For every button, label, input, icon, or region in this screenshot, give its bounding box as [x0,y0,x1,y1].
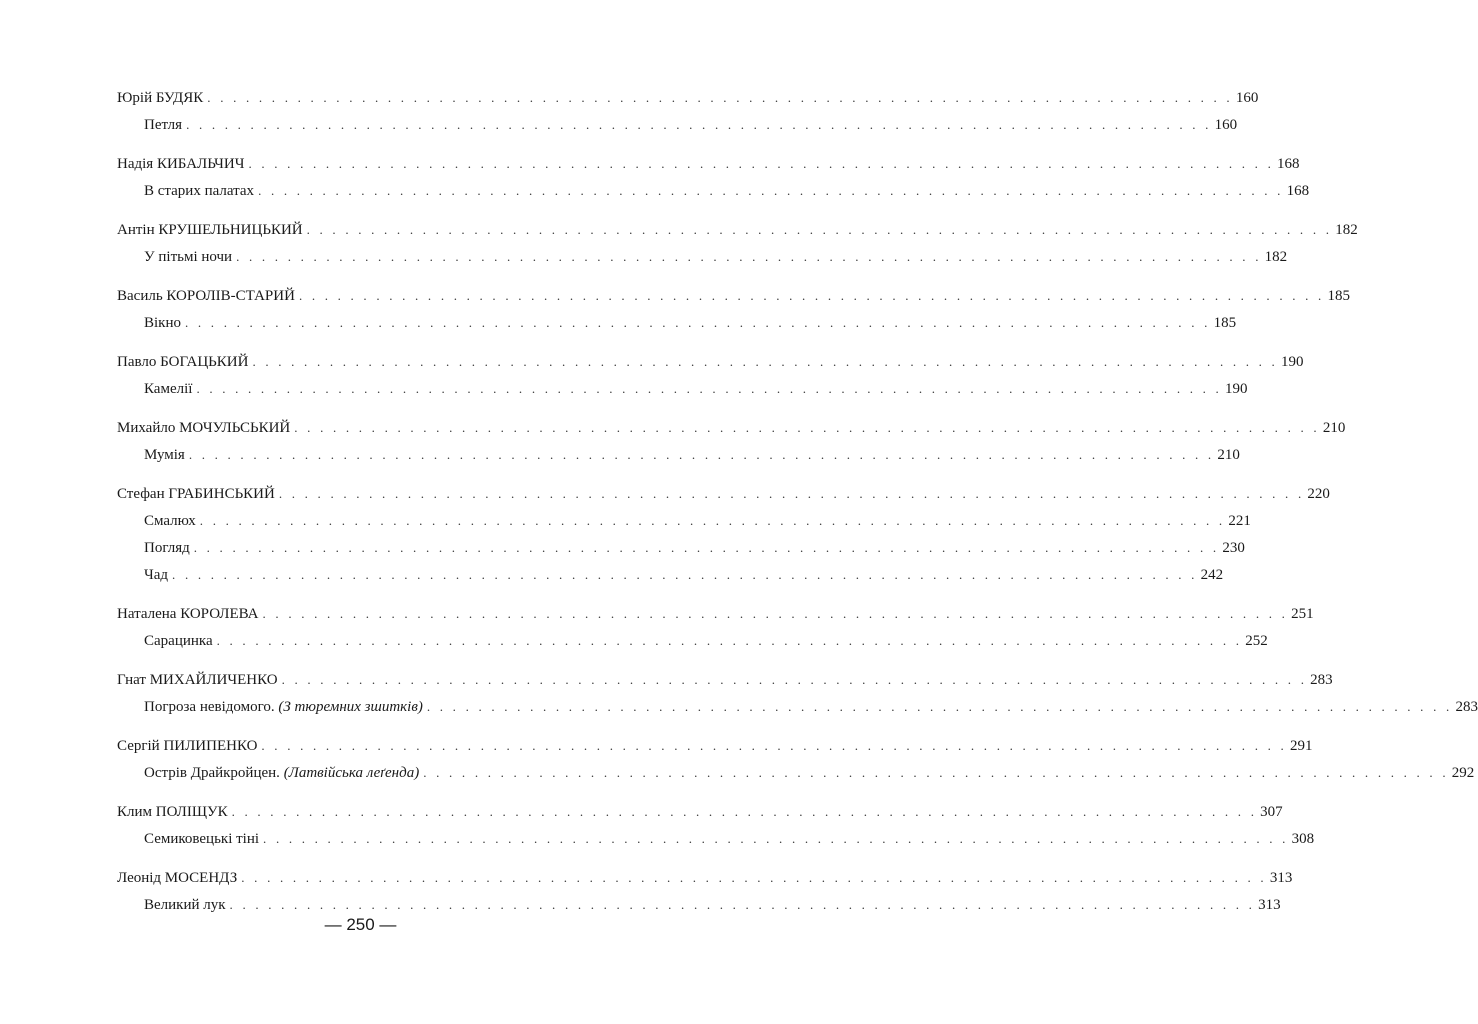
work-title-wrap [144,826,263,853]
author-name: Антін КРУШЕЛЬНИЦЬКИЙ [117,222,303,238]
work-title-wrap [144,508,200,535]
author-name: Наталена КОРОЛЕВА [117,606,259,622]
dot-leader: . . . . . . . . . . . . . . . . . . . . . . . . . . . . . . . . . . . . . . . . . . . . . . . . . . . . . . . . . . . . . . . . . . . . . . . . . . . . . . . . [229,897,1256,912]
work-page-number: 160 [1214,117,1238,133]
toc-author-group [117,150,1310,204]
toc-work-entry [117,177,1310,204]
toc-author-entry [117,150,1300,177]
work-title: Семиковецькі тіні [144,831,260,847]
work-page-number: 185 [1213,315,1237,331]
work-page-number: 210 [1217,447,1240,463]
author-page-number: 313 [1269,870,1293,886]
dot-leader: . . . . . . . . . . . . . . . . . . . . . . . . . . . . . . . . . . . . . . . . . . . . . . . . . . . . . . . . . . . . . . . . . . . . . . . . . . . . . . . . [216,633,1243,648]
work-title-wrap [144,694,427,721]
work-title: Великий лук [144,897,226,913]
author-name: Надія КИБАЛЬЧИЧ [117,156,245,172]
work-page-number: 221 [1228,513,1251,529]
author-page-number: 210 [1322,420,1346,436]
dot-leader: . . . . . . . . . . . . . . . . . . . . . . . . . . . . . . . . . . . . . . . . . . . . . . . . . . . . . . . . . . . . . . . . . . . . . . . . . . . . . . . . [294,420,1320,435]
dot-leader: . . . . . . . . . . . . . . . . . . . . . . . . . . . . . . . . . . . . . . . . . . . . . . . . . . . . . . . . . . . . . . . . . . . . . . . . . . . . . . . . [186,117,1212,132]
work-page-number: 313 [1258,897,1281,913]
toc-author-group [117,798,1315,852]
author-name: Сергій ПИЛИПЕНКО [117,738,258,754]
toc-author-group [117,282,1350,336]
dot-leader: . . . . . . . . . . . . . . . . . . . . . . . . . . . . . . . . . . . . . . . . . . . . . . . . . . . . . . . . . . . . . . . . . . . . . . . . . . . . . . . . [196,381,1222,396]
author-name: Гнат МИХАЙЛИЧЕНКО [117,672,278,688]
dot-leader: . . . . . . . . . . . . . . . . . . . . . . . . . . . . . . . . . . . . . . . . . . . . . . . . . . . . . . . . . . . . . . . . . . . . . . . . . . . . . . . . [262,606,1289,621]
work-page-number: 292 [1451,765,1475,781]
toc-author-entry [117,864,1293,891]
toc-author-entry [117,348,1304,375]
work-title-wrap [144,535,194,562]
author-page-number: 307 [1260,804,1283,820]
work-title-wrap [144,562,172,589]
toc-author-entry [117,84,1259,111]
work-title: Погляд [144,540,190,556]
work-page-number: 283 [1455,699,1478,715]
toc-author-group [117,414,1346,468]
toc-work-entry [117,693,1478,720]
page-number: — 250 — [324,915,397,934]
toc-author-entry [117,414,1346,441]
toc-work-entry [117,375,1248,402]
work-title-wrap [144,178,258,205]
author-page-number: 283 [1310,672,1333,688]
author-name: Павло БОГАЦЬКИЙ [117,354,249,370]
work-subtitle: (З тюремних зшитків) [278,699,423,715]
work-title-wrap [144,112,186,139]
toc-work-entry [117,891,1281,918]
dot-leader: . . . . . . . . . . . . . . . . . . . . . . . . . . . . . . . . . . . . . . . . . . . . . . . . . . . . . . . . . . . . . . . . . . . . . . . . . . . . . . . . [207,90,1233,105]
work-title-wrap [144,760,423,787]
toc-work-entry [117,309,1237,336]
work-title: Петля [144,117,183,133]
work-title: Смалюх [144,513,196,529]
toc-work-entry [117,825,1315,852]
work-title: Вікно [144,315,181,331]
dot-leader: . . . . . . . . . . . . . . . . . . . . . . . . . . . . . . . . . . . . . . . . . . . . . . . . . . . . . . . . . . . . . . . . . . . . . . . . . . . . . . . . [252,354,1279,369]
work-title-wrap [144,244,236,271]
author-page-number: 168 [1277,156,1300,172]
toc-author-entry [117,282,1350,309]
author-page-number: 220 [1307,486,1330,502]
author-page-number: 251 [1291,606,1314,622]
work-title-wrap [144,442,189,469]
author-name: Юрій БУДЯК [117,90,204,106]
work-title: Мумія [144,447,185,463]
dot-leader: . . . . . . . . . . . . . . . . . . . . . . . . . . . . . . . . . . . . . . . . . . . . . . . . . . . . . . . . . . . . . . . . . . . . . . . . . . . . . . . . [188,447,1215,462]
author-name: Василь КОРОЛІВ-СТАРИЙ [117,288,295,304]
dot-leader: . . . . . . . . . . . . . . . . . . . . . . . . . . . . . . . . . . . . . . . . . . . . . . . . . . . . . . . . . . . . . . . . . . . . . . . . . . . . . . . . [231,804,1258,819]
dot-leader: . . . . . . . . . . . . . . . . . . . . . . . . . . . . . . . . . . . . . . . . . . . . . . . . . . . . . . . . . . . . . . . . . . . . . . . . . . . . . . . . [261,738,1287,753]
author-page-number: 182 [1335,222,1358,238]
work-title: В старих палатах [144,183,255,199]
work-page-number: 308 [1291,831,1315,847]
author-name: Леонід МОСЕНДЗ [117,870,238,886]
author-name: Клим ПОЛІЩУК [117,804,228,820]
dot-leader: . . . . . . . . . . . . . . . . . . . . . . . . . . . . . . . . . . . . . . . . . . . . . . . . . . . . . . . . . . . . . . . . . . . . . . . . . . . . . . . . [236,249,1262,264]
work-title-wrap [144,628,217,655]
toc-work-entry [117,759,1475,786]
work-title: Камелії [144,381,193,397]
table-of-contents [117,84,1478,930]
dot-leader: . . . . . . . . . . . . . . . . . . . . . . . . . . . . . . . . . . . . . . . . . . . . . . . . . . . . . . . . . . . . . . . . . . . . . . . . . . . . . . . . [172,567,1198,582]
author-page-number: 190 [1281,354,1304,370]
author-page-number: 291 [1289,738,1313,754]
work-page-number: 182 [1264,249,1288,265]
toc-author-group [117,864,1293,918]
toc-author-entry [117,600,1314,627]
toc-work-entry [117,243,1288,270]
work-title: Сарацинка [144,633,213,649]
dot-leader: . . . . . . . . . . . . . . . . . . . . . . . . . . . . . . . . . . . . . . . . . . . . . . . . . . . . . . . . . . . . . . . . . . . . . . . . . . . . . . . . [278,486,1305,501]
toc-author-entry [117,798,1283,825]
work-title-wrap [144,310,185,337]
toc-author-group [117,732,1475,786]
work-subtitle: (Латвійська леґенда) [283,765,420,781]
dot-leader: . . . . . . . . . . . . . . . . . . . . . . . . . . . . . . . . . . . . . . . . . . . . . . . . . . . . . . . . . . . . . . . . . . . . . . . . . . . . . . . . [199,513,1226,528]
toc-author-group [117,348,1304,402]
dot-leader: . . . . . . . . . . . . . . . . . . . . . . . . . . . . . . . . . . . . . . . . . . . . . . . . . . . . . . . . . . . . . . . . . . . . . . . . . . . . . . . . [193,540,1220,555]
work-title: Погроза невідомого. [144,699,275,715]
dot-leader: . . . . . . . . . . . . . . . . . . . . . . . . . . . . . . . . . . . . . . . . . . . . . . . . . . . . . . . . . . . . . . . . . . . . . . . . . . . . . . . . [423,765,1449,780]
work-page-number: 168 [1286,183,1310,199]
dot-leader: . . . . . . . . . . . . . . . . . . . . . . . . . . . . . . . . . . . . . . . . . . . . . . . . . . . . . . . . . . . . . . . . . . . . . . . . . . . . . . . . [248,156,1275,171]
work-page-number: 242 [1200,567,1224,583]
dot-leader: . . . . . . . . . . . . . . . . . . . . . . . . . . . . . . . . . . . . . . . . . . . . . . . . . . . . . . . . . . . . . . . . . . . . . . . . . . . . . . . . [263,831,1289,846]
toc-author-entry [117,216,1358,243]
toc-author-entry [117,732,1313,759]
work-page-number: 190 [1225,381,1248,397]
work-title: Чад [144,567,169,583]
toc-work-entry [117,507,1251,534]
dot-leader: . . . . . . . . . . . . . . . . . . . . . . . . . . . . . . . . . . . . . . . . . . . . . . . . . . . . . . . . . . . . . . . . . . . . . . . . . . . . . . . . [298,288,1325,303]
author-name: Михайло МОЧУЛЬСЬКИЙ [117,420,291,436]
work-page-number: 252 [1245,633,1268,649]
toc-work-entry [117,111,1238,138]
work-title-wrap [144,376,196,403]
author-page-number: 160 [1235,90,1259,106]
toc-author-group [117,84,1259,138]
toc-work-entry [117,534,1245,561]
dot-leader: . . . . . . . . . . . . . . . . . . . . . . . . . . . . . . . . . . . . . . . . . . . . . . . . . . . . . . . . . . . . . . . . . . . . . . . . . . . . . . . . [426,699,1453,714]
work-title: У пітьмі ночи [144,249,233,265]
dot-leader: . . . . . . . . . . . . . . . . . . . . . . . . . . . . . . . . . . . . . . . . . . . . . . . . . . . . . . . . . . . . . . . . . . . . . . . . . . . . . . . . [241,870,1267,885]
toc-author-entry [117,480,1330,507]
toc-author-group [117,480,1330,588]
toc-work-entry [117,441,1240,468]
toc-work-entry [117,627,1268,654]
toc-author-entry [117,666,1333,693]
dot-leader: . . . . . . . . . . . . . . . . . . . . . . . . . . . . . . . . . . . . . . . . . . . . . . . . . . . . . . . . . . . . . . . . . . . . . . . . . . . . . . . . [306,222,1333,237]
dot-leader: . . . . . . . . . . . . . . . . . . . . . . . . . . . . . . . . . . . . . . . . . . . . . . . . . . . . . . . . . . . . . . . . . . . . . . . . . . . . . . . . [281,672,1308,687]
author-page-number: 185 [1327,288,1350,304]
toc-work-entry [117,561,1224,588]
work-title: Острів Драйкройцен. [144,765,280,781]
toc-author-group [117,216,1358,270]
toc-author-group [117,600,1314,654]
dot-leader: . . . . . . . . . . . . . . . . . . . . . . . . . . . . . . . . . . . . . . . . . . . . . . . . . . . . . . . . . . . . . . . . . . . . . . . . . . . . . . . . [185,315,1211,330]
dot-leader: . . . . . . . . . . . . . . . . . . . . . . . . . . . . . . . . . . . . . . . . . . . . . . . . . . . . . . . . . . . . . . . . . . . . . . . . . . . . . . . . [258,183,1284,198]
work-page-number: 230 [1222,540,1245,556]
toc-author-group [117,666,1478,720]
author-name: Стефан ГРАБИНСЬКИЙ [117,486,275,502]
